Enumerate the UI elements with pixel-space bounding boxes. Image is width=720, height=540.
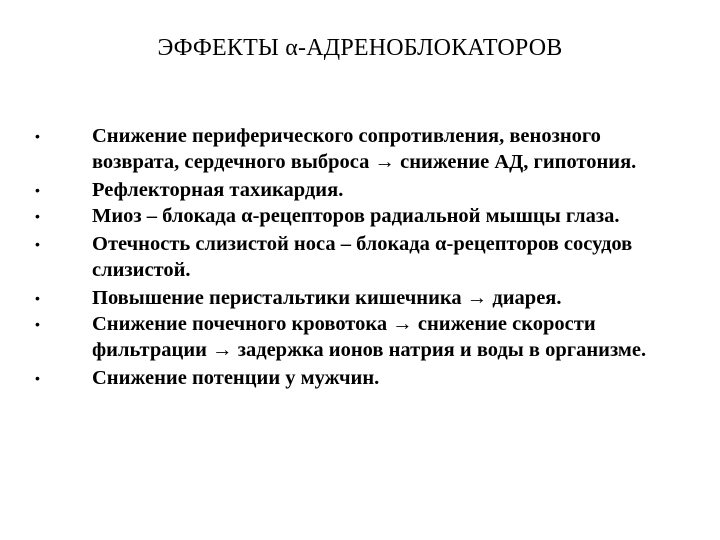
- effects-list: [0, 123, 720, 391]
- list-item: [0, 365, 720, 391]
- list-item-text: Миоз – блокада α-рецепторов радиальной мышцы глаза.: [92, 205, 620, 227]
- list-item: [0, 123, 720, 175]
- list-item: [0, 311, 720, 363]
- bullet-icon: •: [35, 370, 40, 386]
- slide-title: ЭФФЕКТЫ α-АДРЕНОБЛОКАТОРОВ: [157, 35, 563, 61]
- bullet-icon: •: [35, 208, 40, 224]
- list-item: [0, 231, 720, 283]
- list-item: [0, 203, 720, 229]
- list-item-text: Снижение потенции у мужчин.: [92, 367, 380, 389]
- list-item-text: Снижение периферического сопротивления, венозного возврата, сердечного выброса → снижение АД, гипотония.: [92, 125, 637, 173]
- bullet-icon: •: [35, 316, 40, 332]
- bullet-icon: •: [35, 290, 40, 306]
- bullet-icon: •: [35, 182, 40, 198]
- list-item-text: Отечность слизистой носа – блокада α-рецепторов сосудов слизистой.: [92, 233, 633, 281]
- list-item-text: Снижение почечного кровотока → снижение скорости фильтрации → задержка ионов натрия и воды в организме.: [92, 313, 647, 361]
- list-item: [0, 285, 720, 311]
- bullet-icon: •: [35, 236, 40, 252]
- list-item-text: Повышение перистальтики кишечника → диарея.: [92, 287, 562, 309]
- bullet-icon: •: [35, 128, 40, 144]
- list-item: [0, 177, 720, 203]
- list-item-text: Рефлекторная тахикардия.: [92, 179, 344, 201]
